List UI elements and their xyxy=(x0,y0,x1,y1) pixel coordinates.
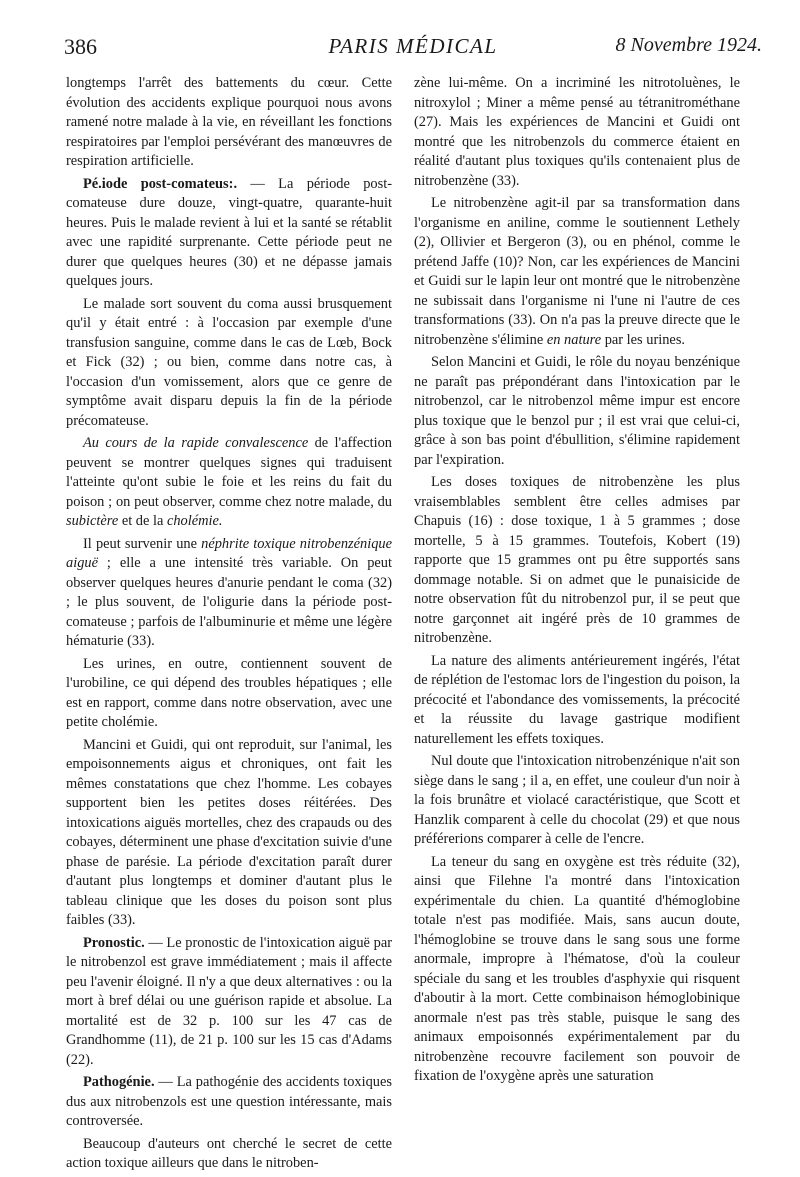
left-column xyxy=(66,74,392,1177)
italic-phrase: Au cours de la rapide convalescence xyxy=(83,435,309,451)
paragraph xyxy=(66,535,392,652)
paragraph xyxy=(414,194,740,350)
italic-term: néphrite toxique nitrobenzénique aiguë xyxy=(66,535,392,571)
paragraph: longtemps l'arrêt des battements du cœur. Cette évolution des accidents explique pourquoi nous avons ramené notre malade à la vie, en réveillant les fonctions respiratoires par l'emploi persévérant des manœuvres de respiration artificielle. xyxy=(66,75,392,169)
paragraph-text: par les urines. xyxy=(601,331,686,348)
italic-term: cholémie. xyxy=(166,513,223,529)
paragraph xyxy=(66,1073,392,1132)
issue-date: 8 Novembre 1924. xyxy=(615,34,762,56)
paragraph-text: Il peut survenir une xyxy=(83,535,202,552)
paragraph: zène lui-même. On a incriminé les nitrotoluènes, le nitroxylol ; Miner a même pensé au tétranitrométhane (27). Mais les expériences de Mancini et Guidi ont montré que les nitrobenzols du commerce étaient en réalité d'autant plus toxiques qu'ils contenaient plus de nitrobenzène (33). xyxy=(414,75,740,189)
paragraph xyxy=(66,434,392,532)
paragraph: La nature des aliments antérieurement ingérés, l'état de réplétion de l'estomac lors de l'ingestion du poison, la précocité et l'abondance des vomissements, la précocité et la réussite du lavage gastrique modifient naturellement les effets toxiques. xyxy=(414,652,740,747)
section-heading: Pé.iode post-comateus:. xyxy=(83,175,238,192)
page-header xyxy=(64,34,762,66)
italic-term: subictère xyxy=(66,513,119,529)
paragraph: Les doses toxiques de nitrobenzène les plus vraisemblables semblent être celles admises par Chapuis (16) : dose toxique, 1 à 5 grammes ; dose mortelle, 5 à 15 grammes. Toutefois, Kobert (19) rapporte que 15 grammes ont pu être supportés sans dommage notable. Si on admet que le punaisicide de notre observation fût du nitrobenzol pur, il se peut que notre garçonnet ait ingéré près de 10 grammes de nitrobenzène. xyxy=(414,474,740,646)
paragraph-text: — Le pronostic de l'intoxication aiguë par le nitrobenzol est grave immédiatement ; mais il affecte peu l'avenir éloigné. Il n'y a que deux alternatives : ou la mort à bref délai ou une guérison rapide et absolue. La mortalité est de 32 p. 100 sur les 47 cas de Grandhomme (11), de 21 p. 100 sur les 15 cas d'Adams (22). xyxy=(66,934,392,1068)
italic-term: en nature xyxy=(546,331,602,348)
right-column xyxy=(414,74,740,1090)
paragraph: Nul doute que l'intoxication nitrobenzénique n'ait son siège dans le sang ; il a, en effet, une couleur d'un noir à la fois brunâtre et violacé caractéristique, que Scott et Hanzlik comparent à celle du chocolat (29) et que nous préférerions comparer à celle de l'encre. xyxy=(414,753,740,847)
page-number: 386 xyxy=(64,34,97,59)
paragraph-text: de l'affection peuvent se montrer quelques signes qui traduisent l'atteinte qu'ont subie le foie et les reins du fait du poison ; on peut observer, comme chez notre malade, du xyxy=(66,435,392,510)
paragraph xyxy=(66,175,392,292)
paragraph: Le malade sort souvent du coma aussi brusquement qu'il y était entré : à l'occasion par exemple d'une transfusion sanguine, comme dans le cas de Lœb, Bock et Fick (32) ; ou bien, comme dans notre cas, à l'occasion d'un vomissement, alors que ce genre de symptôme avait disparu depuis la fin de la période précomateuse. xyxy=(66,295,392,429)
journal-title: PARIS MÉDICAL xyxy=(328,34,498,58)
paragraph-text: et de la xyxy=(118,513,167,529)
paragraph: Selon Mancini et Guidi, le rôle du noyau benzénique ne paraît pas prépondérant dans l'intoxication par le nitrobenzol, car le nitrobenzol même impur est encore plus toxique que le benzol pur ; il est vrai que celui-ci, grâce à son bas point d'ébullition, s'élimine rapidement par l'expiration. xyxy=(414,354,740,468)
paragraph: Les urines, en outre, contiennent souvent de l'urobiline, ce qui dépend des troubles hépatiques ; elle est en rapport, comme dans notre observation, avec une petite cholémie. xyxy=(66,655,392,730)
paragraph-text: — La période post-comateuse dure douze, vingt-quatre, quarante-huit heures. Puis le malade revient à lui et la santé se rétablit avec une rapidité surprenante. Cette période peut ne durer que quelques heures (30) et ne dépasse jamais quelques jours. xyxy=(66,175,392,289)
paragraph: La teneur du sang en oxygène est très réduite (32), ainsi que Filehne l'a montré dans l'intoxication expérimentale du chien. La quantité d'hémoglobine totale n'est pas modifiée. Mais, sans aucun doute, l'hémoglobine se trouve dans le sang sous une forme anormale, impropre à l'hématose, d'où la couleur spéciale du sang et les troubles d'asphyxie qui risquent d'aboutir à la mort. Cette combinaison hémoglobinique anormale n'est pas très stable, puisque le sang des animaux empoisonnés expérimentalement par du nitrobenzène recouvre facilement son pouvoir de fixation de l'oxygène après une saturation xyxy=(414,853,740,1084)
section-heading: Pathogénie. xyxy=(83,1074,155,1090)
paragraph-text: — La pathogénie des accidents toxiques dus aux nitrobenzols est une question intéressante, mais controversée. xyxy=(66,1074,392,1129)
paragraph-text: ; elle a une intensité très variable. On peut observer quelques heures d'anurie pendant le coma (32) ; le plus souvent, de l'oligurie dans la période post-comateuse ; parfois de l'albuminurie et même une légère hématurie (33). xyxy=(66,555,392,649)
paragraph: Beaucoup d'auteurs ont cherché le secret de cette action toxique ailleurs que dans le nitroben- xyxy=(66,1135,392,1171)
paragraph: Mancini et Guidi, qui ont reproduit, sur l'animal, les empoisonnements aigus et chroniques, ont fait les mêmes constatations que chez l'homme. Les cobayes supportent bien les petites doses réitérées. Des intoxications aiguës mortelles, chez des crapauds ou des cobayes, déterminent une phase d'excitation suivie d'une phase de parésie. La période d'excitation paraît durer d'autant plus longtemps et dominer d'autant plus le tableau clinique que les doses du poison sont plus faibles (33). xyxy=(66,736,392,928)
section-heading: Pronostic. xyxy=(83,934,145,951)
paragraph xyxy=(66,934,392,1071)
paragraph-text: Le nitrobenzène agit-il par sa transformation dans l'organisme en aniline, comme le soutiennent Lethely (2), Ollivier et Bergeron (3), ou en phénol, comme le prétend Jaffe (10)? Non, car les expériences de Mancini et Guidi sur le lapin leur ont montré que le nitrobenzène ne subissait dans l'organisme ni l'une ni l'autre de ces transformations (33). On n'a pas la preuve directe que le nitrobenzène s'élimine xyxy=(414,195,740,348)
